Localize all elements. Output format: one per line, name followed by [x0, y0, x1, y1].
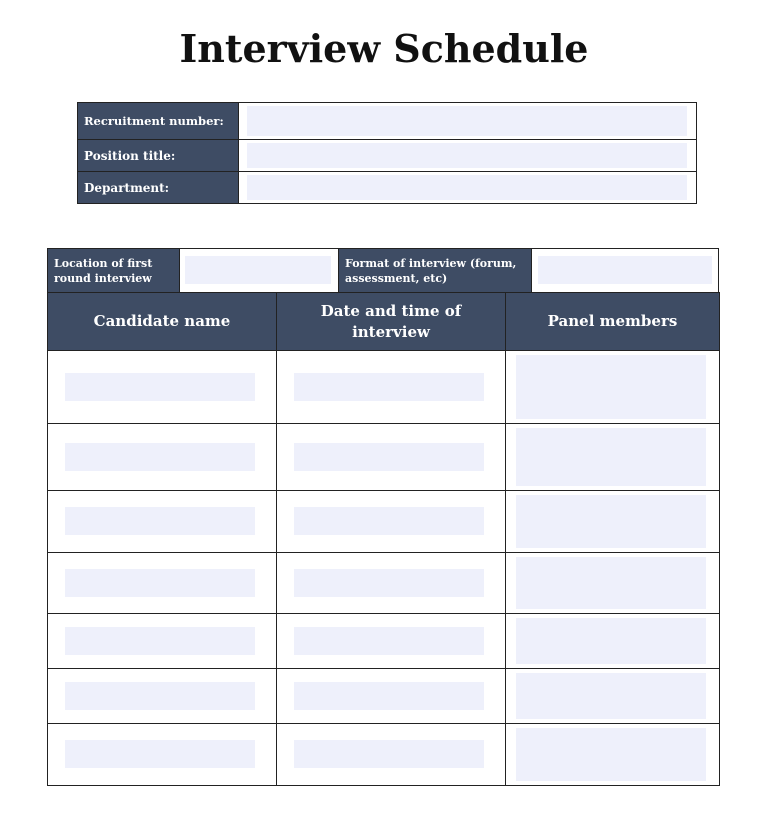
candidate-name-input[interactable] — [65, 627, 255, 655]
date-time-input[interactable] — [294, 627, 484, 655]
candidate-name-input[interactable] — [65, 373, 255, 401]
field-input-fill[interactable] — [247, 143, 687, 168]
date-time-input[interactable] — [294, 443, 484, 471]
page-title: Interview Schedule — [179, 26, 589, 71]
panel-members-input[interactable] — [516, 618, 706, 664]
location-label: Location of first round interview — [47, 248, 180, 293]
date-time-input[interactable] — [294, 507, 484, 535]
location-input-fill[interactable] — [185, 256, 331, 284]
panel-members-input[interactable] — [516, 673, 706, 719]
panel-members-input[interactable] — [516, 728, 706, 781]
candidate-name-input[interactable] — [65, 740, 255, 768]
date-time-input[interactable] — [294, 569, 484, 597]
candidate-name-input[interactable] — [65, 569, 255, 597]
date-time-input[interactable] — [294, 740, 484, 768]
field-label: Department: — [77, 171, 239, 204]
column-header: Date and time of interview — [276, 292, 506, 351]
format-input-fill[interactable] — [538, 256, 712, 284]
field-label: Position title: — [77, 139, 239, 172]
field-label: Recruitment number: — [77, 102, 239, 140]
candidate-name-input[interactable] — [65, 443, 255, 471]
field-input-fill[interactable] — [247, 175, 687, 200]
candidate-name-input[interactable] — [65, 507, 255, 535]
panel-members-input[interactable] — [516, 557, 706, 609]
format-label: Format of interview (forum, assessment, etc) — [338, 248, 532, 293]
panel-members-input[interactable] — [516, 495, 706, 548]
candidate-name-input[interactable] — [65, 682, 255, 710]
date-time-input[interactable] — [294, 373, 484, 401]
panel-members-input[interactable] — [516, 355, 706, 419]
date-time-input[interactable] — [294, 682, 484, 710]
column-header: Candidate name — [47, 292, 277, 351]
panel-members-input[interactable] — [516, 428, 706, 486]
column-header: Panel members — [505, 292, 720, 351]
field-input-fill[interactable] — [247, 106, 687, 136]
